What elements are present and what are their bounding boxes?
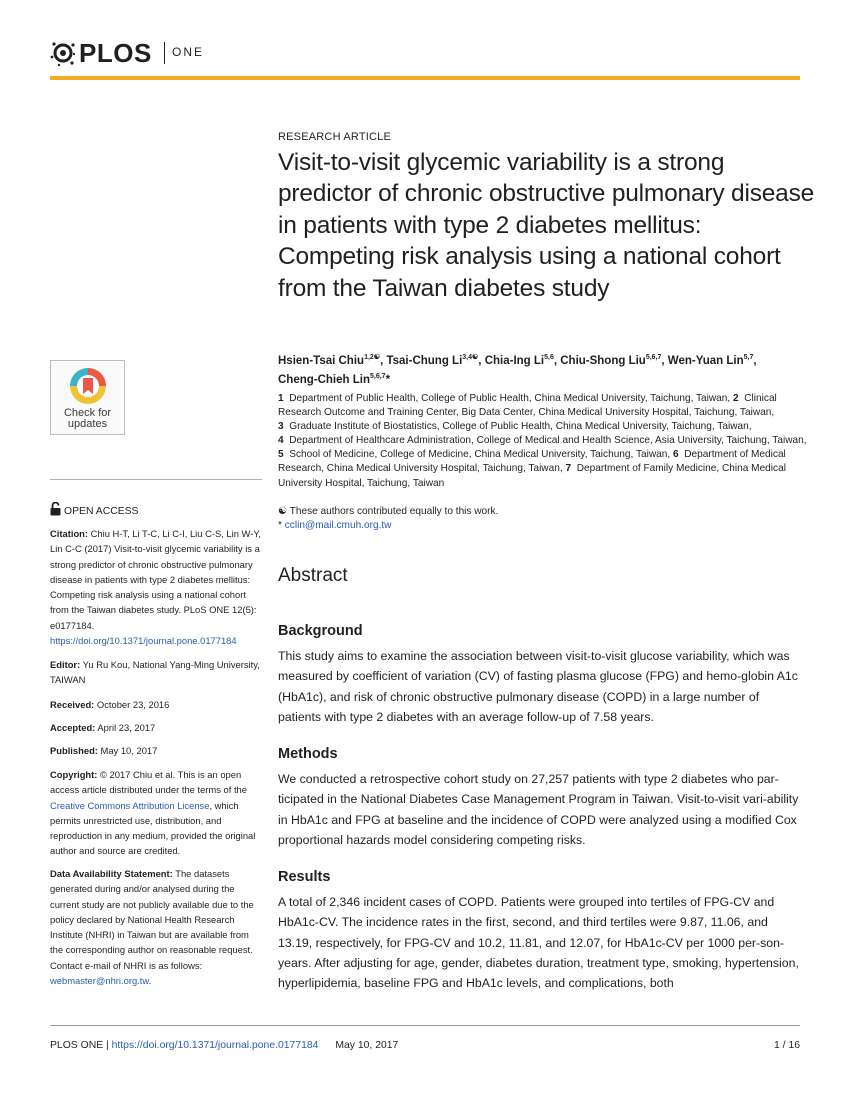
- author-name: Chiu-Shong Liu: [560, 354, 646, 367]
- results-heading: Results: [278, 869, 331, 885]
- corresponding-email-link[interactable]: cclin@mail.cmuh.org.tw: [284, 519, 392, 531]
- equal-contribution-note: ☯ These authors contributed equally to this work.: [278, 506, 499, 517]
- abstract-heading: Abstract: [278, 565, 348, 586]
- corresponding-author-note: [278, 519, 778, 533]
- data-availability-label: Data Availability Statement:: [50, 868, 173, 879]
- received-block: [50, 697, 262, 712]
- methods-text: We conducted a retrospective cohort study on 27,257 patients with type 2 diabetes who par-ticipated in the National Diabetes Case Management Program in Taiwan. Visit-to-visit vari-ability in HbA1c and FPG at baseline and the incidence of COPD were analyzed using a modified Cox proportional hazards model considering competing risks.: [278, 772, 799, 847]
- citation-text: Chiu H-T, Li T-C, Li C-I, Liu C-S, Lin W-Y, Lin C-C (2017) Visit-to-visit glycemic variability is a strong predictor of chronic obstructive pulmonary disease in patients with type 2 diabetes mellitus: Competing risk analysis using a national cohort from the Taiwan diabetes study. PLoS ONE 12(5): e0177184.: [50, 528, 261, 631]
- data-availability-end: .: [148, 975, 152, 987]
- background-text: This study aims to examine the association between visit-to-visit glucose variability, which was measured by coefficient of variation (CV) of fasting plasma glucose (FPG) and hemo-globin A1c (HbA1c), and risk of chronic obstructive pulmonary disease (COPD) in a large number of patients with type 2 diabetes with an average follow-up of 7.58 years.: [278, 649, 798, 724]
- footer-journal: PLOS ONE: [50, 1040, 104, 1051]
- affiliation-text: Graduate Institute of Biostatistics, College of Public Health, China Medical University, Taichung, Taiwan,: [289, 421, 752, 433]
- logo-plos-text: PLOS: [79, 38, 152, 68]
- page-footer: [50, 1040, 398, 1051]
- editor-text: Yu Ru Kou, National Yang-Ming University, TAIWAN: [50, 659, 260, 686]
- editor-block: [50, 657, 262, 688]
- footer-doi-link[interactable]: https://doi.org/10.1371/journal.pone.0177184: [111, 1040, 319, 1051]
- open-lock-icon: [50, 502, 61, 516]
- affiliation-number: 2: [733, 393, 739, 404]
- affiliation-number: 4: [278, 435, 284, 447]
- results-text: A total of 2,346 incident cases of COPD. Patients were grouped into tertiles of FPG-CV and HbA1c-CV. The incidence rates in the first, second, and third tertiles were 9.87, 11.06, and 13.19, respectively, for FPG-CV and 10.2, 11.81, and 12.07, for HbA1c-CV per 1000 per-son-years. After adjusting for age, gender, diabetes duration, treatment type, smoking, hypertension, hyperlipidemia, baseline FPG and HbA1c levels, and complications, both: [278, 895, 799, 991]
- received-date: October 23, 2016: [96, 699, 170, 710]
- background-heading: Background: [278, 623, 363, 639]
- open-access-label: [50, 502, 139, 517]
- received-label: Received:: [50, 699, 95, 710]
- footer-date: May 10, 2017: [335, 1040, 399, 1051]
- affiliation-text: School of Medicine, College of Medicine, China Medical University, Taichung, Taiwan,: [289, 449, 671, 461]
- published-label: Published:: [50, 745, 98, 756]
- affiliation-text: Department of Public Health, College of Public Health, China Medical University, Taichung, Taiwan,: [289, 393, 731, 404]
- affiliation-number: 1: [278, 393, 284, 404]
- open-access-text: OPEN ACCESS: [64, 506, 139, 517]
- sidebar-divider: [50, 479, 262, 480]
- affiliation-text: Department of Healthcare Administration, College of Medical and Health Science, Asia University, Taichung, Taiwan,: [289, 435, 807, 447]
- page-number: 1 / 16: [774, 1040, 800, 1051]
- methods-heading: Methods: [278, 746, 338, 762]
- logo-one-text: ONE: [172, 45, 205, 59]
- copyright-block: [50, 767, 262, 859]
- copyright-label: Copyright:: [50, 769, 98, 780]
- accepted-date: April 23, 2017: [97, 722, 156, 733]
- author-separator: ,: [380, 354, 387, 367]
- affiliation-text: Department of Family Medicine, China Medical University Hospital, Taichung, Taiwan: [278, 463, 786, 489]
- badge-line-2: updates: [67, 418, 108, 430]
- published-date: May 10, 2017: [100, 745, 158, 756]
- author-affiliation-marker: 5,6,7: [645, 354, 662, 361]
- author-separator: ,: [661, 354, 668, 367]
- author-separator: ,: [753, 354, 757, 367]
- author-affiliation-marker: 5,6,7: [370, 372, 386, 380]
- author-separator: *: [385, 373, 391, 386]
- copyright-text: © 2017 Chiu et al. This is an open access article distributed under the terms of the: [50, 769, 247, 796]
- article-type: RESEARCH ARTICLE: [278, 131, 392, 143]
- footer-divider: [50, 1025, 800, 1026]
- data-availability-text: The datasets generated during and/or analysed during the current study are not publicly available due to the policy declared by National Health Research Institute (NHRI) in Taiwan but are available from the corresponding author on reasonable request. Contact e-mail of NHRI is as follows:: [50, 868, 254, 971]
- author-affiliation-marker: 1,2☯: [364, 354, 381, 361]
- affiliations: [278, 392, 808, 491]
- check-for-updates-badge[interactable]: [50, 360, 125, 435]
- affiliation-number: 7: [565, 463, 572, 475]
- author-name: Wen-Yuan Lin: [667, 354, 744, 367]
- author-name: Tsai-Chung Li: [386, 354, 463, 367]
- citation-label: Citation:: [50, 528, 89, 539]
- author-affiliation-marker: 5,6: [544, 354, 554, 361]
- license-link[interactable]: Creative Commons Attribution License: [50, 799, 210, 811]
- author-name: Chia-Ing Li: [484, 354, 545, 367]
- corresponding-mark: *: [278, 519, 282, 531]
- author-separator: ,: [553, 354, 561, 367]
- author-name: Hsien-Tsai Chiu: [278, 354, 365, 367]
- article-title: Visit-to-visit glycemic variability is a strong predictor of chronic obstructive pulmonary disease in patients with type 2 diabetes mellitus: Competing risk analysis using a national cohort from the Taiwan diabetes study: [278, 149, 815, 302]
- accepted-label: Accepted:: [50, 722, 96, 733]
- citation-block: [50, 526, 262, 648]
- affiliation-text: Department of Medical Research, China Medical University Hospital, Taichung, Taiwan,: [278, 449, 786, 475]
- accepted-block: [50, 720, 262, 735]
- author-affiliation-marker: 3,4☯: [462, 354, 479, 361]
- logo-divider: [164, 42, 165, 64]
- affiliation-text: Clinical Research Outcome and Training Center, Big Data Center, China Medical University Hospital, Taichung, Taiwan,: [278, 393, 777, 419]
- author-affiliation-marker: 5,7: [743, 354, 754, 361]
- author-notes: [278, 505, 778, 532]
- affiliation-number: 3: [278, 421, 284, 433]
- author-name: Cheng-Chieh Lin: [278, 373, 370, 386]
- nhri-email-link[interactable]: webmaster@nhri.org.tw: [50, 975, 149, 987]
- footer-separator: |: [103, 1040, 112, 1051]
- author-list: [278, 350, 778, 388]
- data-availability-block: [50, 866, 262, 988]
- header-accent-bar: [50, 76, 800, 80]
- plos-logo-icon: [50, 39, 76, 67]
- author-separator: ,: [478, 354, 485, 367]
- crossmark-icon: [68, 366, 108, 406]
- affiliation-number: 6: [673, 449, 679, 461]
- badge-line-1: Check for: [63, 407, 112, 419]
- affiliation-number: 5: [278, 449, 284, 461]
- editor-label: Editor:: [50, 659, 81, 670]
- published-block: [50, 743, 262, 758]
- copyright-text-end: , which permits unrestricted use, distribution, and reproduction in any medium, provided the original author and source are credited.: [50, 799, 256, 857]
- citation-doi-link[interactable]: https://doi.org/10.1371/journal.pone.0177184: [50, 635, 237, 647]
